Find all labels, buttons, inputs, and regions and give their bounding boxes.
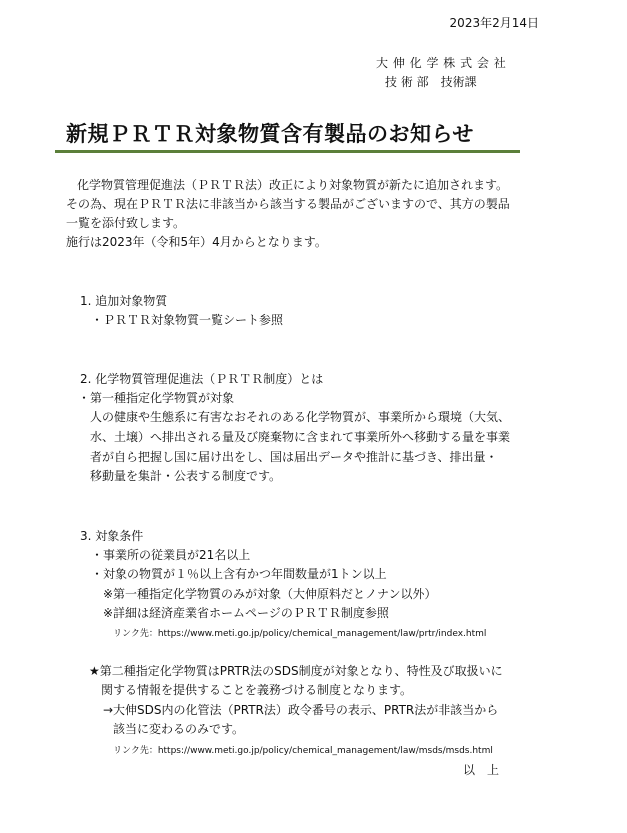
second-class-note-4: 該当に変わるのみです。 [113, 722, 245, 736]
section-2-body-4: 移動量を集計・公表する制度です。 [90, 469, 282, 483]
section-1-heading: 1. 追加対象物質 [80, 294, 168, 308]
section-2-body-3: 者が自ら把握し国に届け出をし、国は届出データや推計に基づき、排出量・ [90, 450, 498, 464]
section-2-heading: 2. 化学物質管理促進法（ＰＲＴＲ制度）とは [80, 372, 324, 386]
msds-link[interactable]: リンク先：https://www.meti.go.jp/policy/chemical_management/law/msds/msds.html [113, 746, 493, 756]
section-3-heading: 3. 対象条件 [80, 529, 144, 543]
department-name: 技 術 部 技術課 [385, 75, 477, 89]
section-1-item: ・ＰＲＴＲ対象物質一覧シート参照 [91, 313, 284, 327]
condition-note-2: ※詳細は経済産業省ホームページのＰＲＴＲ制度参照 [103, 606, 389, 620]
second-class-note-2: 関する情報を提供することを義務づける制度となります。 [101, 683, 413, 697]
issue-date: 2023年2月14日 [449, 16, 539, 30]
condition-note-1: ※第一種指定化学物質のみが対象（大伸原料だとノナン以外） [103, 587, 437, 601]
condition-1: ・事業所の従業員が21名以上 [91, 548, 251, 562]
intro-line-4: 施行は2023年（令和5年）4月からとなります。 [66, 235, 327, 249]
condition-2: ・対象の物質が１％以上含有かつ年間数量が1トン以上 [91, 567, 387, 581]
prtr-link[interactable]: リンク先：https://www.meti.go.jp/policy/chemical_management/law/prtr/index.html [113, 629, 487, 639]
second-class-note-3: →大伸SDS内の化管法（PRTR法）政令番号の表示、PRTR法が非該当から [103, 703, 499, 717]
intro-line-2: その為、現在ＰＲＴＲ法に非該当から該当する製品がございますので、其方の製品 [66, 197, 510, 211]
company-name: 大 伸 化 学 株 式 会 社 [376, 56, 507, 70]
closing-mark: 以 上 [463, 763, 500, 777]
section-2-subheading: ・第一種指定化学物質が対象 [78, 391, 235, 405]
page-title: 新規ＰＲＴＲ対象物質含有製品のお知らせ [66, 122, 474, 146]
section-2-body-1: 人の健康や生態系に有害なおそれのある化学物質が、事業所から環境（大気、 [90, 410, 511, 424]
intro-line-1: 化学物質管理促進法（ＰＲＴＲ法）改正により対象物質が新たに追加されます。 [77, 178, 509, 192]
intro-line-3: 一覧を添付致します。 [66, 216, 186, 230]
second-class-note-1: ★第二種指定化学物質はPRTR法のSDS制度が対象となり、特性及び取扱いに [89, 664, 503, 678]
title-underline [55, 150, 520, 153]
section-2-body-2: 水、土壌）へ排出される量及び廃棄物に含まれて事業所外へ移動する量を事業 [90, 430, 511, 444]
